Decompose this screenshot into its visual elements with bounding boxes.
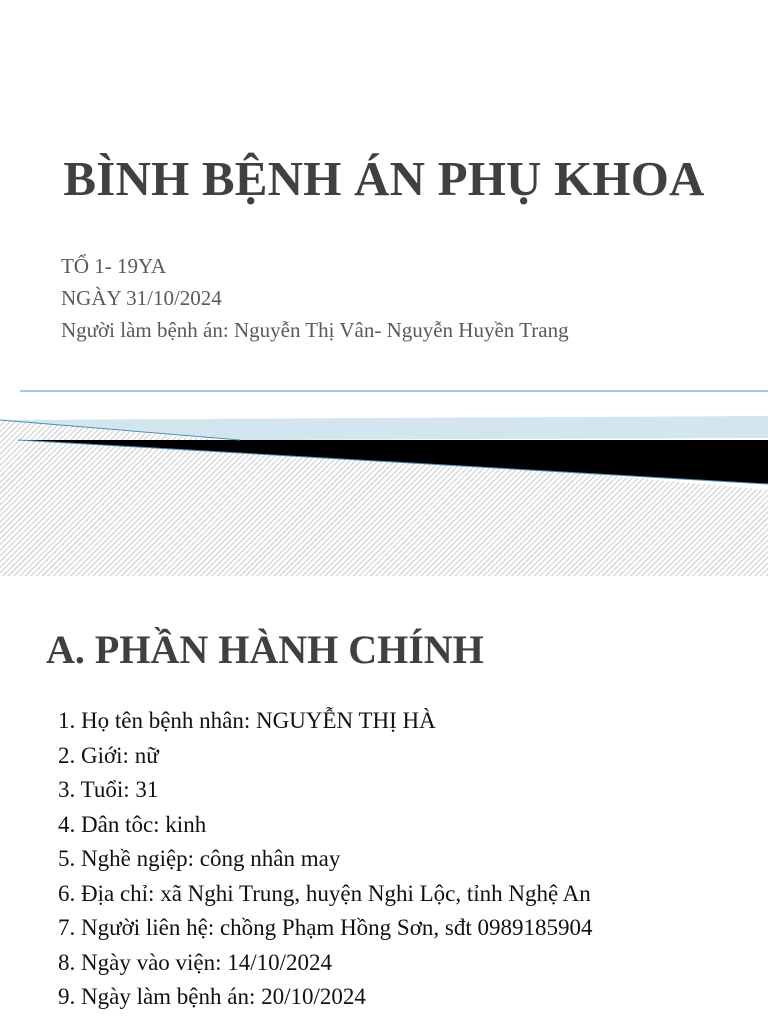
list-item: 3. Tuổi: 31 [58,777,159,802]
section-title: A. PHẦN HÀNH CHÍNH [46,627,484,672]
date-label: NGÀY 31/10/2024 [61,286,222,310]
group-label: TỔ 1- 19YA [61,254,166,278]
list-item: 1. Họ tên bệnh nhân: NGUYỄN THỊ HÀ [58,708,436,733]
patient-info-list [58,704,592,1015]
list-item: 2. Giới: nữ [58,742,159,768]
list-item: 7. Người liên hệ: chồng Phạm Hồng Sơn, sđt 0989185904 [58,915,593,940]
administrative-slide [0,576,768,1024]
list-item: 4. Dân tôc: kinh [58,811,207,837]
authors-label: Người làm bệnh án: Nguyễn Thị Vân- Nguyễn Huyền Trang [61,318,569,342]
list-item: 8. Ngày vào viện: 14/10/2024 [58,949,333,975]
list-item: 5. Nghề ngiệp: công nhân may [58,846,341,871]
slide-subtitle [61,250,569,346]
decorative-band [0,380,768,576]
list-item: 6. Địa chỉ: xã Nghi Trung, huyện Nghi Lộc, tỉnh Nghệ An [58,880,591,906]
slide-title: BÌNH BỆNH ÁN PHỤ KHOA [63,151,705,206]
list-item: 9. Ngày làm bệnh án: 20/10/2024 [58,984,366,1009]
